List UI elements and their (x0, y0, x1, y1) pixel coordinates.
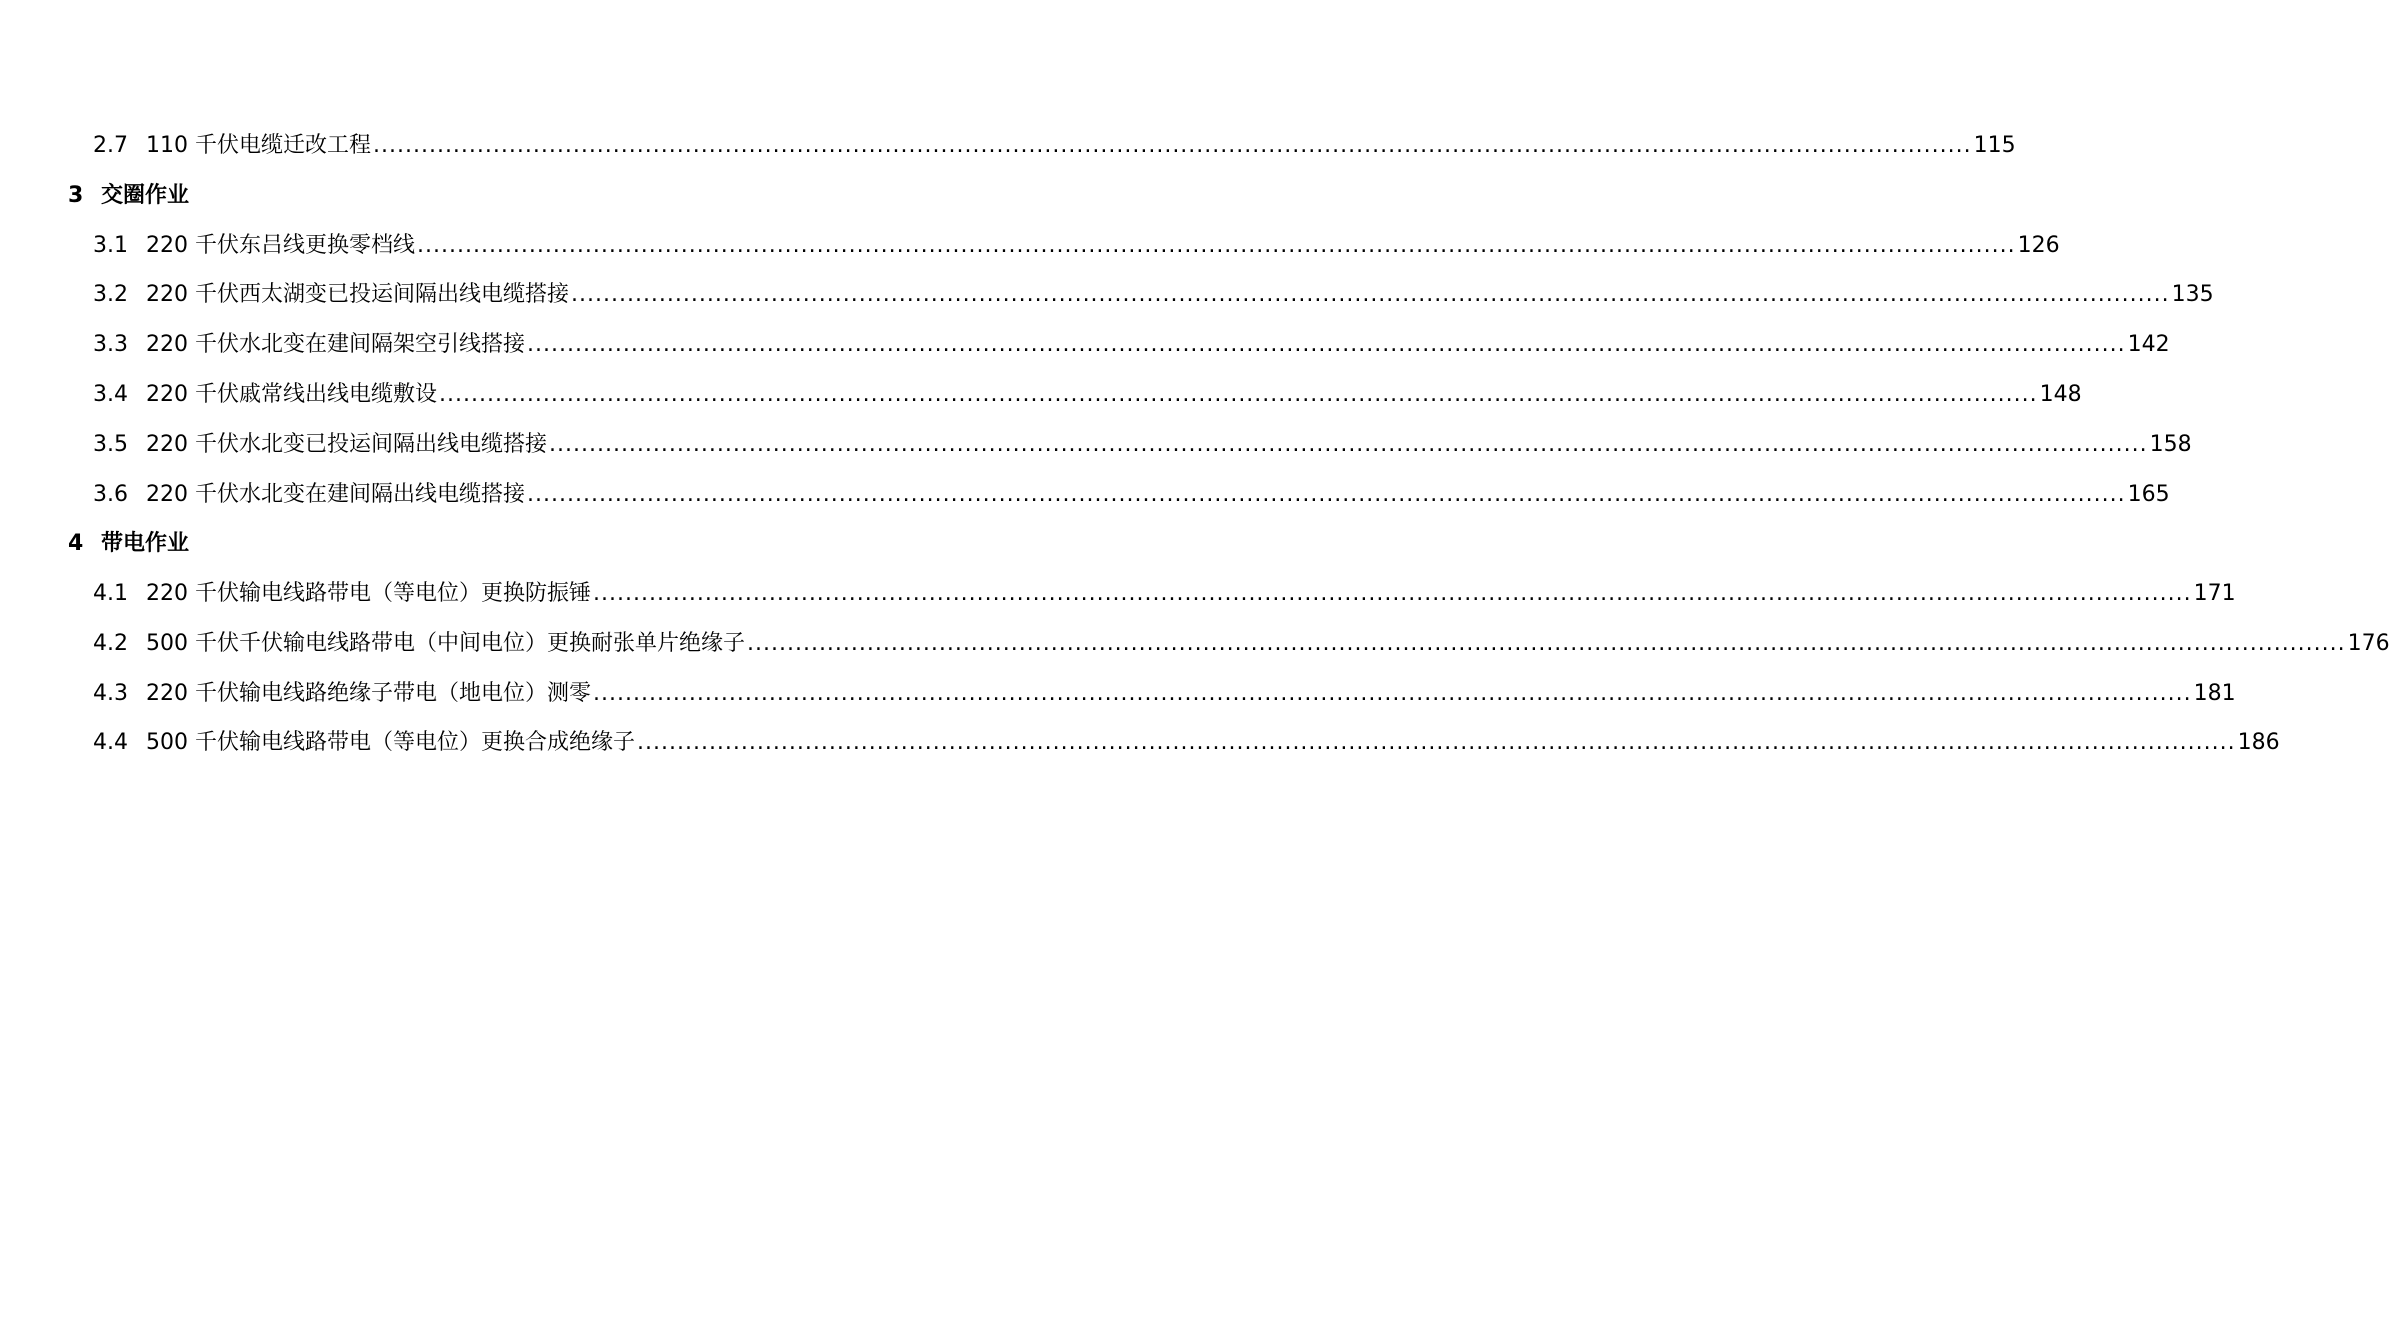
toc-entry-page: 181 (2193, 681, 2236, 706)
toc-entry-page: 135 (2171, 282, 2214, 307)
dot-leader (571, 280, 2170, 310)
section-title: 交圈作业 (101, 183, 190, 208)
toc-entry[interactable] (0, 231, 2060, 261)
toc-entry-title: 220 千伏水北变已投运间隔出线电缆搭接 (146, 432, 547, 457)
toc-entry-title: 220 千伏东吕线更换零档线 (146, 233, 415, 258)
toc-entry[interactable] (0, 430, 2192, 460)
section-number: 3 (68, 183, 84, 208)
toc-entry-page: 186 (2237, 730, 2280, 755)
toc-entry-page: 176 (2347, 631, 2390, 656)
dot-leader (417, 231, 2016, 261)
toc-section-heading[interactable] (0, 181, 1018, 211)
toc-entry-title: 220 千伏水北变在建间隔出线电缆搭接 (146, 482, 525, 507)
toc-entry-number: 4.1 (93, 581, 128, 606)
section-title: 带电作业 (101, 531, 190, 556)
toc-entry-title: 500 千伏输电线路带电（等电位）更换合成绝缘子 (146, 730, 635, 755)
toc-entry-page: 148 (2039, 382, 2082, 407)
toc-entry[interactable] (0, 579, 2236, 609)
dot-leader (549, 430, 2148, 460)
toc-entry-title: 220 千伏西太湖变已投运间隔出线电缆搭接 (146, 282, 569, 307)
toc-entry[interactable] (0, 280, 2214, 310)
toc-entry-number: 3.1 (93, 233, 128, 258)
toc-entry-title: 500 千伏千伏输电线路带电（中间电位）更换耐张单片绝缘子 (146, 631, 745, 656)
toc-entry-number: 4.3 (93, 681, 128, 706)
toc-entry-title: 110 千伏电缆迁改工程 (146, 133, 371, 158)
toc-entry[interactable] (0, 629, 2390, 659)
toc-entry-title: 220 千伏输电线路带电（等电位）更换防振锤 (146, 581, 591, 606)
toc-entry-number: 3.5 (93, 432, 128, 457)
toc-entry-title: 220 千伏戚常线出线电缆敷设 (146, 382, 437, 407)
toc-entry-page: 142 (2127, 332, 2170, 357)
dot-leader (747, 629, 2346, 659)
toc-entry-page: 165 (2127, 482, 2170, 507)
toc-entry[interactable] (0, 131, 2016, 161)
toc-section-heading[interactable] (0, 529, 1018, 559)
toc-entry-page: 171 (2193, 581, 2236, 606)
toc-entry-number: 4.4 (93, 730, 128, 755)
toc-entry-page: 158 (2149, 432, 2192, 457)
toc-entry-title: 220 千伏水北变在建间隔架空引线搭接 (146, 332, 525, 357)
dot-leader (637, 728, 2236, 758)
toc-entry[interactable] (0, 728, 2280, 758)
dot-leader (373, 131, 1972, 161)
toc-entry-number: 2.7 (93, 133, 128, 158)
toc-entry[interactable] (0, 679, 2236, 709)
toc-entry-title: 220 千伏输电线路绝缘子带电（地电位）测零 (146, 681, 591, 706)
dot-leader (439, 380, 2038, 410)
toc-entry-page: 126 (2017, 233, 2060, 258)
toc-entry[interactable] (0, 330, 2170, 360)
toc-entry-page: 115 (1973, 133, 2016, 158)
toc-entry-number: 3.3 (93, 332, 128, 357)
toc-entry-number: 3.2 (93, 282, 128, 307)
toc-entry[interactable] (0, 480, 2170, 510)
dot-leader (527, 330, 2126, 360)
dot-leader (593, 579, 2192, 609)
toc-entry[interactable] (0, 380, 2082, 410)
toc-entry-number: 4.2 (93, 631, 128, 656)
toc-entry-number: 3.4 (93, 382, 128, 407)
dot-leader (527, 480, 2126, 510)
dot-leader (593, 679, 2192, 709)
section-number: 4 (68, 531, 84, 556)
toc-entry-number: 3.6 (93, 482, 128, 507)
